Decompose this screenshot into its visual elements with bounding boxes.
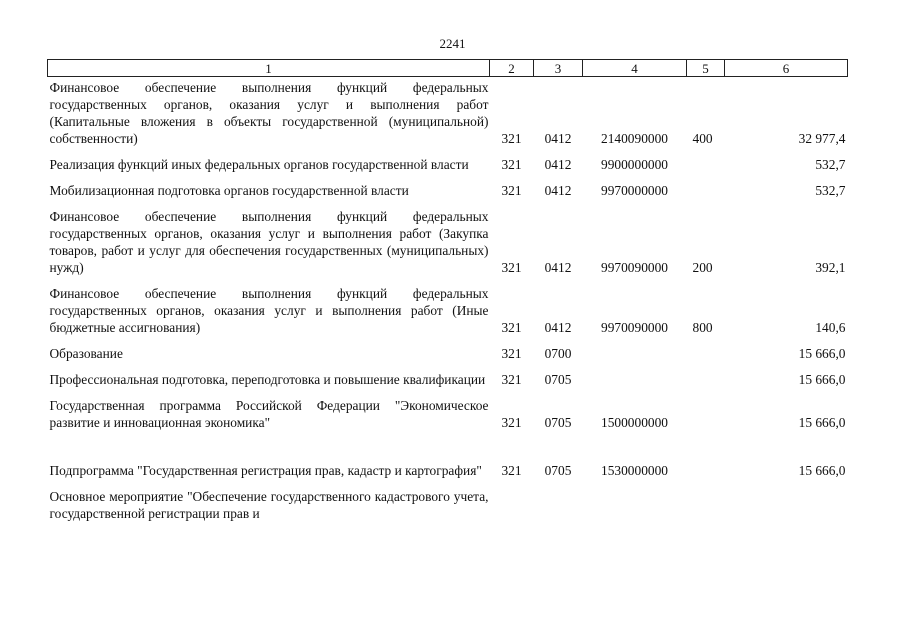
row-name: Финансовое обеспечение выполнения функций федеральных государственных органов, оказания услуг и выполнения работ (Капитальные вложения в объекты государственной (муниципальной) собственности) [49, 80, 489, 146]
row-type: 400 [692, 131, 713, 146]
row-name: Образование [49, 346, 123, 361]
row-amount: 15 666,0 [798, 463, 846, 478]
row-section: 0412 [544, 157, 572, 172]
row-amount: 15 666,0 [798, 372, 846, 387]
column-header-3: 3 [534, 60, 583, 77]
row-amount [725, 488, 848, 531]
row-section: 0412 [544, 320, 572, 335]
row-type [687, 440, 725, 488]
row-name: Подпрограмма "Государственная регистрация прав, кадастр и картография" [49, 463, 482, 478]
column-header-1: 1 [48, 60, 490, 77]
row-section: 0705 [544, 463, 572, 478]
row-name: Реализация функций иных федеральных органов государственной власти [49, 157, 469, 172]
row-name: Финансовое обеспечение выполнения функций федеральных государственных органов, оказания услуг и выполнения работ (Закупка товаров, работ и услуг для обеспечения государственных (муниципальных) нужд) [49, 209, 489, 275]
column-header-4: 4 [583, 60, 687, 77]
row-target [583, 371, 687, 397]
row-target: 1530000000 [601, 463, 668, 478]
row-type [687, 345, 725, 371]
row-target [583, 345, 687, 371]
row-code: 321 [501, 346, 522, 361]
table-row [48, 345, 848, 371]
row-code: 321 [501, 157, 522, 172]
row-amount: 32 977,4 [798, 131, 846, 146]
row-code: 321 [501, 320, 522, 335]
table-row [48, 77, 848, 157]
table-row [48, 156, 848, 182]
table-header-row [48, 60, 848, 77]
row-code: 321 [501, 260, 522, 275]
row-name: Основное мероприятие "Обеспечение государственного кадастрового учета, государственной регистрации прав и [49, 489, 489, 521]
row-type [687, 156, 725, 182]
column-header-6: 6 [725, 60, 848, 77]
row-target: 9970000000 [601, 183, 668, 198]
row-type: 800 [692, 320, 713, 335]
table-row [48, 440, 848, 488]
row-type: 200 [692, 260, 713, 275]
row-amount: 15 666,0 [798, 346, 846, 361]
row-section: 0705 [544, 372, 572, 387]
row-amount: 532,7 [815, 183, 846, 198]
row-code: 321 [501, 183, 522, 198]
row-code [490, 488, 534, 531]
row-amount: 140,6 [815, 320, 846, 335]
page-number: 2241 [439, 36, 466, 51]
table-row [48, 182, 848, 208]
budget-table [47, 59, 848, 531]
row-section: 0412 [544, 260, 572, 275]
table-row [48, 208, 848, 285]
table-row [48, 397, 848, 440]
row-target: 9900000000 [601, 157, 668, 172]
column-header-5: 5 [687, 60, 725, 77]
row-section [534, 488, 583, 531]
row-code: 321 [501, 131, 522, 146]
row-code: 321 [501, 463, 522, 478]
table-row [48, 371, 848, 397]
row-amount: 15 666,0 [798, 415, 846, 430]
row-type [687, 182, 725, 208]
row-target: 9970090000 [601, 320, 668, 335]
row-section: 0700 [544, 346, 572, 361]
table-row [48, 285, 848, 345]
row-name: Финансовое обеспечение выполнения функций федеральных государственных органов, оказания услуг и выполнения работ (Иные бюджетные ассигнования) [49, 286, 489, 335]
row-name: Мобилизационная подготовка органов государственной власти [49, 183, 409, 198]
row-section: 0412 [544, 183, 572, 198]
row-target: 9970090000 [601, 260, 668, 275]
row-name: Профессиональная подготовка, переподготовка и повышение квалификации [49, 372, 486, 387]
row-type [687, 488, 725, 531]
row-amount: 532,7 [815, 157, 846, 172]
row-target [583, 488, 687, 531]
row-target: 2140090000 [601, 131, 668, 146]
row-code: 321 [501, 372, 522, 387]
row-type [687, 371, 725, 397]
row-amount: 392,1 [815, 260, 846, 275]
row-code: 321 [501, 415, 522, 430]
row-name: Государственная программа Российской Федерации "Экономическое развитие и инновационная экономика" [49, 398, 489, 430]
row-target: 1500000000 [601, 415, 668, 430]
row-section: 0412 [544, 131, 572, 146]
row-type [687, 397, 725, 440]
table-row [48, 488, 848, 531]
row-section: 0705 [544, 415, 572, 430]
column-header-2: 2 [490, 60, 534, 77]
